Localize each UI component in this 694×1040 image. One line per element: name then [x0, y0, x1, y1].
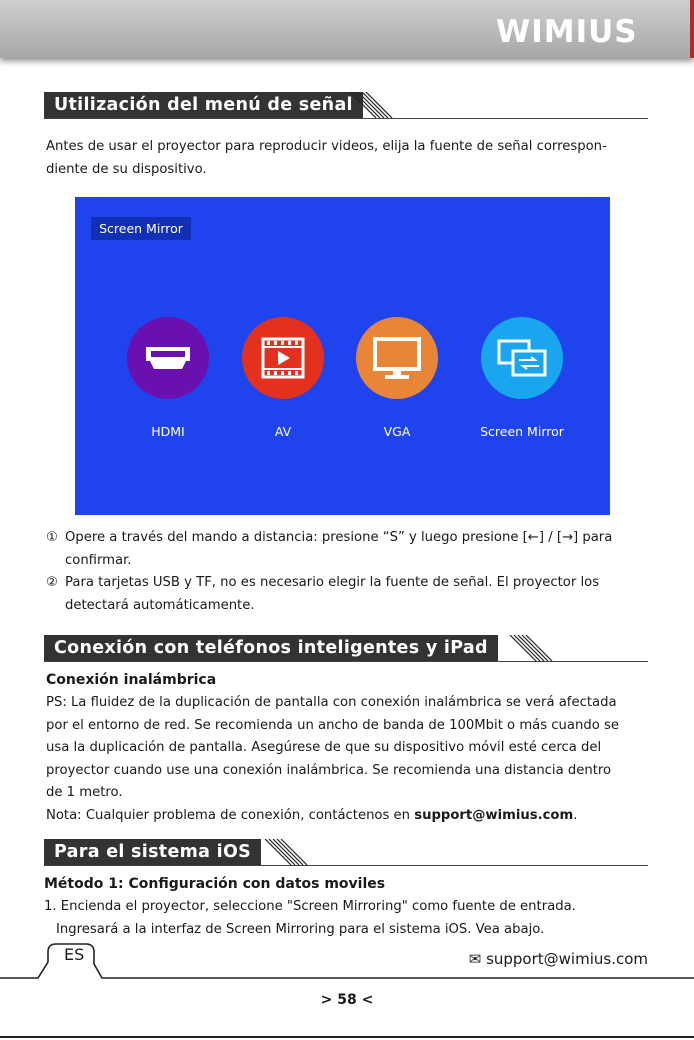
heading-rule	[44, 865, 648, 866]
step-text-line-1: Opere a través del mando a distancia: presione “S” y luego presione [←] / [→] para	[65, 530, 613, 545]
signal-steps-list	[46, 527, 646, 617]
source-label: Screen Mirror	[480, 424, 564, 439]
hatch-decoration-icon	[484, 635, 554, 661]
section-title: Conexión con teléfonos inteligentes y iPad	[44, 635, 498, 661]
source-label: HDMI	[151, 424, 185, 439]
ios-step-paragraph	[44, 896, 650, 941]
page-number: > 58 <	[320, 992, 374, 1008]
step-number: ①	[46, 530, 58, 545]
screen-mirror-icon	[481, 317, 563, 399]
hatch-decoration-icon	[239, 839, 309, 865]
note-prefix: Nota: Cualquier problema de conexión, contáctenos en	[46, 807, 415, 823]
source-av	[233, 317, 333, 439]
source-screen-mirror	[472, 317, 572, 439]
subheading-wireless: Conexión inalámbrica	[46, 672, 217, 688]
language-tab-label: ES	[64, 945, 85, 964]
section-heading-signal-menu	[44, 92, 648, 118]
step-text-line-2: detectará automáticamente.	[65, 597, 255, 613]
mail-icon: ✉	[468, 950, 482, 968]
paragraph-line: proyector cuando use una conexión inalámbrica. Se recomienda una distancia dentro	[46, 762, 612, 778]
footer-support-email[interactable]: support@wimius.com	[486, 950, 648, 968]
ios-step-line-1: 1. Encienda el proyector, seleccione "Screen Mirroring" como fuente de entrada.	[44, 899, 576, 914]
hdmi-icon	[127, 317, 209, 399]
brand-logo: WIMIUS	[496, 14, 638, 50]
subheading-method-1: Método 1: Configuración con datos moviles	[44, 876, 386, 892]
source-label: VGA	[383, 424, 411, 439]
source-hdmi	[118, 317, 218, 439]
signal-source-screen	[75, 197, 610, 515]
paragraph-line: PS: La fluidez de la duplicación de pantalla con conexión inalámbrica se verá afectada	[46, 695, 617, 710]
ios-step-line-2: Ingresará a la interfaz de Screen Mirroring para el sistema iOS. Vea abajo.	[56, 921, 545, 937]
wireless-paragraph	[46, 692, 652, 827]
film-play-icon	[242, 317, 324, 399]
paragraph-line: por el entorno de red. Se recomienda un ancho de banda de 100Mbit o más cuando se	[46, 717, 619, 733]
step-text-line-2: confirmar.	[65, 552, 132, 568]
paragraph-line: de 1 metro.	[46, 785, 123, 800]
footer-support	[469, 950, 648, 968]
intro-line-2: diente de su dispositivo.	[46, 161, 207, 177]
note-suffix: .	[573, 807, 578, 823]
hatch-decoration-icon	[324, 92, 394, 118]
list-item	[46, 572, 646, 617]
heading-rule	[44, 661, 648, 662]
support-email-link[interactable]: support@wimius.com	[414, 807, 574, 823]
intro-line-1: Antes de usar el proyector para reproducir videos, elija la fuente de señal correspon-	[46, 139, 607, 154]
source-label: AV	[274, 424, 292, 439]
section-heading-smartphones	[44, 635, 648, 661]
selected-source-tag: Screen Mirror	[91, 217, 191, 240]
header-bar	[0, 0, 694, 58]
step-text-line-1: Para tarjetas USB y TF, no es necesario elegir la fuente de señal. El proyector los	[65, 575, 600, 590]
section-title: Utilización del menú de señal	[44, 92, 363, 118]
intro-paragraph	[46, 136, 652, 181]
heading-rule	[44, 118, 648, 119]
step-number: ②	[46, 575, 58, 590]
section-heading-ios	[44, 839, 648, 865]
list-item	[46, 527, 646, 572]
source-vga	[347, 317, 447, 439]
header-accent-edge	[690, 0, 694, 58]
bottom-rule	[0, 1036, 694, 1038]
section-title: Para el sistema iOS	[44, 839, 261, 865]
paragraph-line: usa la duplicación de pantalla. Asegúrese de que su dispositivo móvil esté cerca del	[46, 740, 602, 755]
monitor-icon	[356, 317, 438, 399]
